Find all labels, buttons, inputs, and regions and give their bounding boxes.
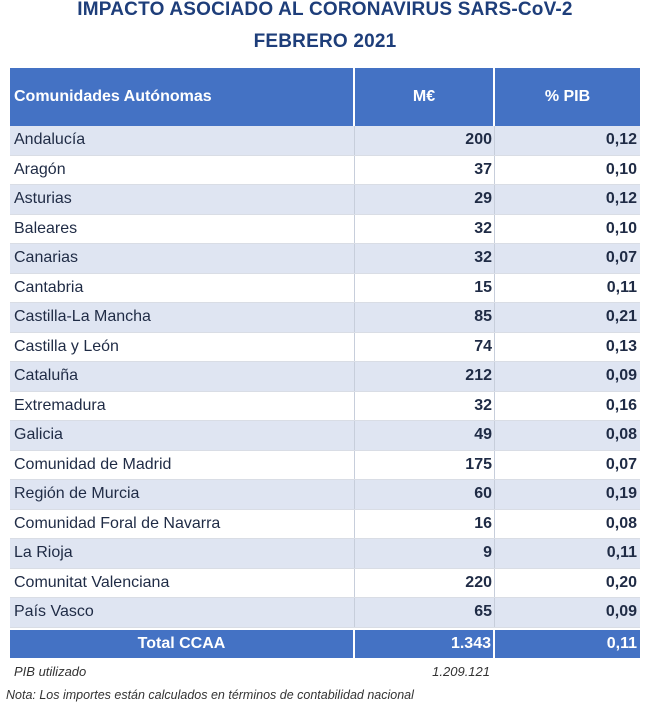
region-meur: 74 xyxy=(355,333,495,362)
table-row xyxy=(10,362,640,392)
region-name: Aragón xyxy=(10,156,355,185)
report-title: IMPACTO ASOCIADO AL CORONAVIRUS SARS-CoV-2 xyxy=(77,0,573,20)
region-name: Extremadura xyxy=(10,392,355,421)
region-name: Castilla y León xyxy=(10,333,355,362)
table-row xyxy=(10,244,640,274)
table-row xyxy=(10,539,640,569)
region-meur: 32 xyxy=(355,215,495,244)
table-row xyxy=(10,480,640,510)
region-pib: 0,20 xyxy=(605,573,637,591)
region-name: Comunidad Foral de Navarra xyxy=(10,510,355,539)
region-pib: 0,21 xyxy=(605,308,637,326)
region-meur: 9 xyxy=(355,539,495,568)
region-pib: 0,09 xyxy=(605,367,637,385)
region-name: Castilla-La Mancha xyxy=(10,303,355,332)
region-pib: 0,10 xyxy=(605,160,637,178)
region-name: Andalucía xyxy=(10,126,355,155)
table-row xyxy=(10,392,640,422)
table-row xyxy=(10,156,640,186)
total-row xyxy=(10,628,640,658)
region-pib: 0,13 xyxy=(605,337,637,355)
pib-used-value: 1.209.121 xyxy=(432,664,490,679)
total-pib: 0,11 xyxy=(606,634,637,652)
region-meur: 32 xyxy=(355,392,495,421)
table-row xyxy=(10,126,640,156)
table-row xyxy=(10,215,640,245)
table-row xyxy=(10,421,640,451)
region-name: Comunidad de Madrid xyxy=(10,451,355,480)
region-meur: 65 xyxy=(355,598,495,627)
region-pib: 0,09 xyxy=(605,603,637,621)
region-pib: 0,08 xyxy=(605,514,637,532)
table-row xyxy=(10,451,640,481)
region-name: Comunitat Valenciana xyxy=(10,569,355,598)
table-row xyxy=(10,303,640,333)
region-name: Galicia xyxy=(10,421,355,450)
region-meur: 220 xyxy=(355,569,495,598)
table-row xyxy=(10,333,640,363)
table-row xyxy=(10,185,640,215)
column-header-comunidades: Comunidades Autónomas xyxy=(10,68,355,126)
region-meur: 37 xyxy=(355,156,495,185)
region-name: Cataluña xyxy=(10,362,355,391)
region-meur: 49 xyxy=(355,421,495,450)
region-name: Cantabria xyxy=(10,274,355,303)
column-header-pib: % PIB xyxy=(544,88,591,105)
table-row xyxy=(10,569,640,599)
region-meur: 32 xyxy=(355,244,495,273)
column-header-meur: M€ xyxy=(355,68,495,126)
region-pib: 0,11 xyxy=(606,278,637,296)
region-pib: 0,12 xyxy=(605,131,637,149)
region-name: Canarias xyxy=(10,244,355,273)
region-name: La Rioja xyxy=(10,539,355,568)
pib-used-label: PIB utilizado xyxy=(14,664,87,679)
region-meur: 85 xyxy=(355,303,495,332)
table-row xyxy=(10,510,640,540)
region-meur: 175 xyxy=(355,451,495,480)
table-header xyxy=(10,68,640,126)
report-subtitle: FEBRERO 2021 xyxy=(253,31,397,52)
region-pib: 0,19 xyxy=(605,485,637,503)
total-meur: 1.343 xyxy=(355,630,495,658)
region-meur: 200 xyxy=(355,126,495,155)
region-name: País Vasco xyxy=(10,598,355,627)
region-meur: 15 xyxy=(355,274,495,303)
region-meur: 29 xyxy=(355,185,495,214)
region-pib: 0,16 xyxy=(605,396,637,414)
table-row xyxy=(10,598,640,628)
region-pib: 0,08 xyxy=(605,426,637,444)
total-label: Total CCAA xyxy=(10,630,355,658)
footnote: Nota: Los importes están calculados en términos de contabilidad nacional xyxy=(6,688,414,702)
region-name: Región de Murcia xyxy=(10,480,355,509)
ccaa-table xyxy=(10,68,640,658)
region-pib: 0,11 xyxy=(606,544,637,562)
region-pib: 0,12 xyxy=(605,190,637,208)
table-row xyxy=(10,274,640,304)
region-pib: 0,07 xyxy=(605,455,637,473)
table-body xyxy=(10,126,640,628)
region-meur: 60 xyxy=(355,480,495,509)
region-meur: 16 xyxy=(355,510,495,539)
region-name: Asturias xyxy=(10,185,355,214)
region-pib: 0,07 xyxy=(605,249,637,267)
region-pib: 0,10 xyxy=(605,219,637,237)
region-meur: 212 xyxy=(355,362,495,391)
region-name: Baleares xyxy=(10,215,355,244)
